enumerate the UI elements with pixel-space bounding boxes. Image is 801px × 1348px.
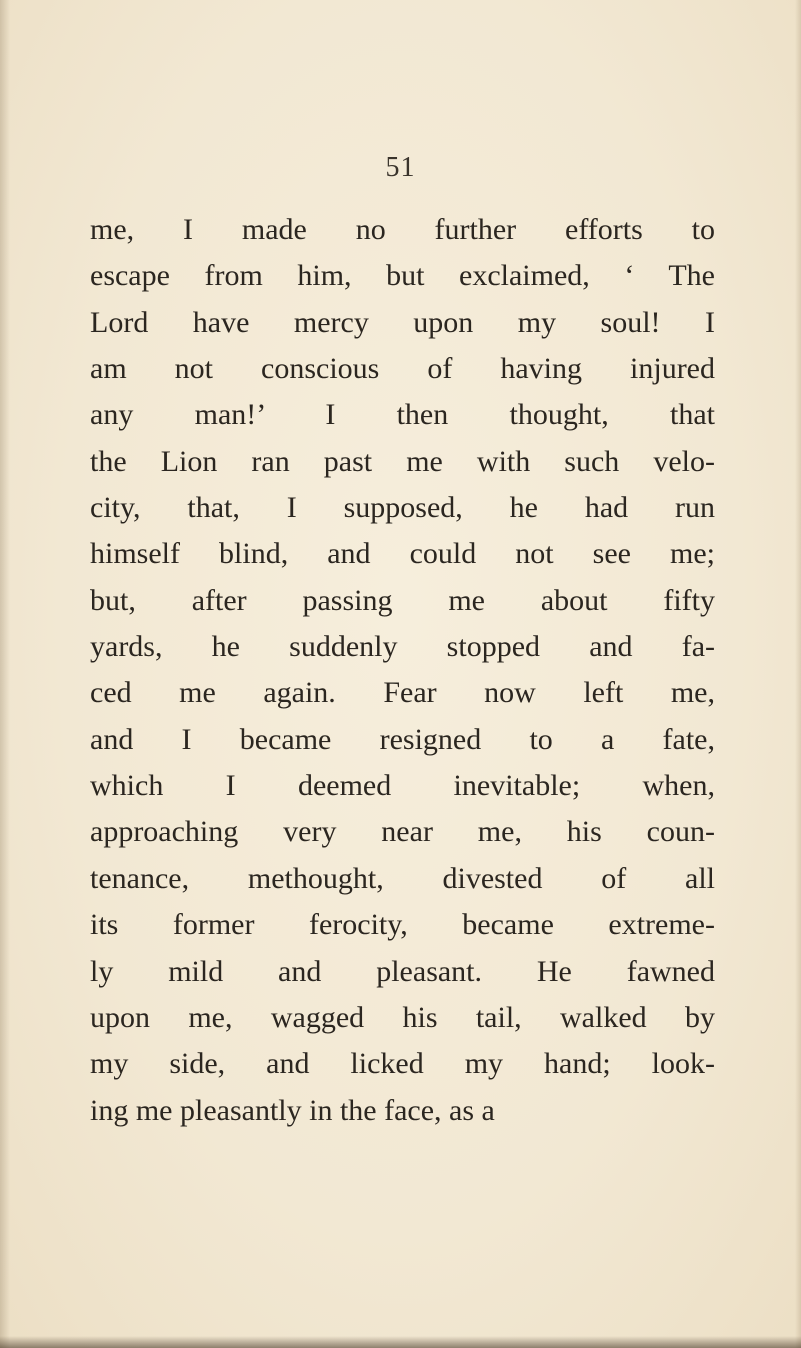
text-line: and I became resigned to a fate, [90, 722, 715, 756]
text-line: escape from him, but exclaimed, ‘ The [90, 259, 715, 293]
text-line: its former ferocity, became extreme- [90, 908, 715, 942]
text-line: approaching very near me, his coun- [90, 815, 715, 849]
page-bottom-edge [0, 1336, 801, 1348]
text-line: any man!’ I then thought, that [90, 398, 715, 432]
page-number: 51 [385, 152, 416, 183]
text-line: which I deemed inevitable; when, [90, 769, 715, 803]
text-line: himself blind, and could not see me; [90, 537, 715, 571]
text-line: but, after passing me about fifty [90, 583, 715, 617]
page-gutter-shadow [0, 0, 10, 1348]
text-line: city, that, I supposed, he had run [90, 491, 715, 525]
text-line: tenance, methought, divested of all [90, 861, 715, 895]
text-line: yards, he suddenly stopped and fa- [90, 630, 715, 664]
text-line: am not conscious of having injured [90, 352, 715, 386]
text-line: my side, and licked my hand; look- [90, 1047, 715, 1081]
text-line: me, I made no further efforts to [90, 213, 715, 246]
text-line: the Lion ran past me with such velo- [90, 444, 715, 478]
text-line: Lord have mercy upon my soul! I [90, 305, 715, 339]
text-line: upon me, wagged his tail, walked by [90, 1000, 715, 1034]
text-line: ing me pleasantly in the face, as a [90, 1093, 495, 1127]
page-edge-shadow [795, 0, 801, 1348]
text-line: ly mild and pleasant. He fawned [90, 954, 715, 988]
body-text [90, 207, 715, 1134]
text-line: ced me again. Fear now left me, [90, 676, 715, 710]
